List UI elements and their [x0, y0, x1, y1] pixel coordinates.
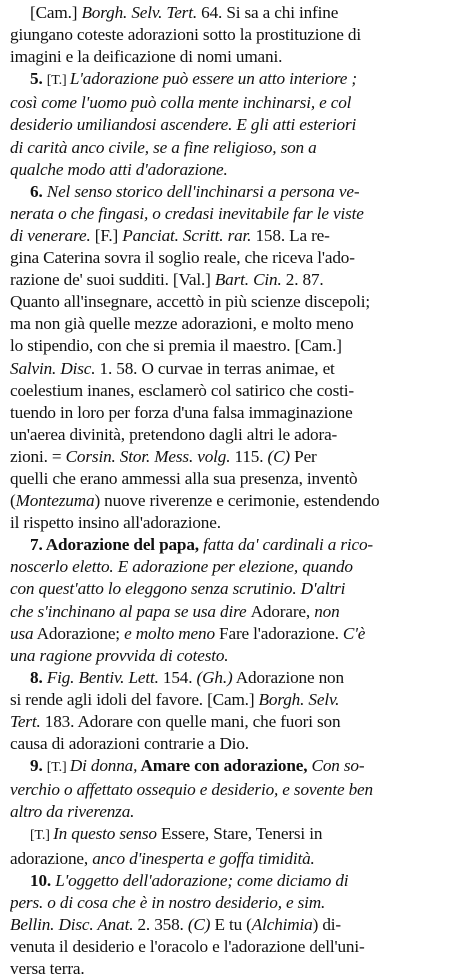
text-line [10, 578, 461, 600]
text-line [10, 892, 461, 914]
text-run: Bart. Cin. [214, 270, 282, 290]
text-run: 9. [30, 756, 47, 776]
text-run: L'adorazione può essere un atto interiore ; [69, 69, 358, 89]
text-line [10, 689, 461, 711]
text-run: Montezuma [15, 491, 95, 511]
text-run: e molto meno [124, 623, 215, 643]
text-run: si rende agli idoli del favore. [Cam.] [10, 689, 259, 709]
text-run: (C) [267, 446, 291, 466]
text-line [10, 936, 461, 958]
text-run: Borgh. Selv. Tert. [81, 3, 197, 22]
text-line [10, 779, 461, 801]
text-run: L'oggetto dell'adorazione; come diciamo di [55, 870, 349, 890]
text-run: Per [290, 446, 317, 466]
text-run: 6. [30, 181, 47, 201]
text-run: [Cam.] [30, 3, 82, 22]
text-run: di venerare. [10, 225, 91, 245]
text-run: altro da riverenza. [10, 802, 135, 822]
text-run: Salvin. Disc. [10, 358, 96, 378]
text-run: coelestium inanes, esclamerò col satirico che costi- [10, 380, 354, 400]
text-run: (Gh.) [196, 667, 233, 687]
text-run: con quest'atto lo eleggono senza scrutinio. D'altri [10, 579, 346, 599]
text-line [10, 380, 461, 402]
text-line [10, 114, 461, 136]
text-run: ) nuove riverenze e cerimonie, estendendo [94, 491, 380, 511]
text-line [10, 181, 461, 203]
text-run: Adorare, [250, 601, 315, 621]
text-line [10, 247, 461, 269]
text-run: 158. La re- [251, 225, 330, 245]
text-line [10, 46, 461, 68]
text-run: [T.] [46, 73, 70, 89]
text-run: noscerlo eletto. E adorazione per elezione, quando [10, 557, 353, 577]
text-line [10, 623, 461, 645]
text-line [10, 424, 461, 446]
text-run: nerata o che fingasi, o credasi inevitabile far le viste [10, 203, 364, 223]
text-line [10, 823, 461, 847]
text-run: lo stipendio, con che si premia il maestro. [Cam.] [10, 336, 342, 356]
text-line [10, 667, 461, 689]
text-run: così come l'uomo può colla mente inchinarsi, e col [10, 93, 352, 113]
text-run: desiderio umiliandosi ascendere. E gli atti esteriori [10, 115, 357, 135]
text-run: [T.] [46, 760, 70, 776]
text-run: causa di adorazioni contrarie a Dio. [10, 734, 249, 754]
text-line [10, 225, 461, 247]
text-run: un'aerea divinità, pretendono dagli altri le adora- [10, 424, 338, 444]
text-run: ma non già quelle mezze adorazioni, e molto meno [10, 314, 354, 334]
text-line [10, 291, 461, 313]
text-run: tuendo in loro per forza d'una falsa immaginazione [10, 402, 353, 422]
text-run: versa terra. [10, 959, 85, 979]
text-run: adorazione, [10, 848, 93, 868]
text-run: che s'inchinano al papa se usa dire [10, 601, 251, 621]
text-run: anco d'inesperta e goffa timidità. [92, 848, 315, 868]
text-line [10, 358, 461, 380]
text-line [10, 446, 461, 468]
text-line [10, 601, 461, 623]
text-line [10, 490, 461, 512]
text-line [10, 2, 461, 24]
text-run: C'è [342, 623, 366, 643]
text-run: gina Caterina sovra il soglio reale, che riceva l'ado- [10, 248, 355, 268]
text-run: ) di- [312, 914, 341, 934]
text-line [10, 68, 461, 92]
text-run: 115. [230, 446, 268, 466]
text-run: Fig. Bentiv. Lett. [46, 667, 159, 687]
text-run: 2. 358. [133, 914, 188, 934]
text-run: 7. Adorazione del papa, [30, 535, 204, 555]
text-run: pers. o di cosa che è in nostro desiderio, e sim. [10, 892, 326, 912]
text-line [10, 556, 461, 578]
text-run: Con so- [311, 756, 365, 776]
text-line [10, 313, 461, 335]
text-run: verchio o affettato ossequio e desiderio, e sovente ben [10, 780, 373, 800]
text-run: Amare con adorazione, [137, 756, 312, 776]
text-line [10, 755, 461, 779]
text-run: In questo senso [53, 824, 157, 844]
text-run: Corsin. Stor. Mess. volg. [65, 446, 231, 466]
text-run: 64. Si sa a chi infine [197, 3, 339, 22]
text-run: 1. 58. O curvae in terras animae, et [95, 358, 335, 378]
text-run: [T.] [30, 828, 54, 844]
text-run: Fare l'adorazione. [214, 623, 343, 643]
text-run: fatta da' cardinali a rico- [203, 535, 373, 555]
text-run: zioni. = [10, 446, 66, 466]
text-run: 5. [30, 69, 47, 89]
text-run: il rispetto insino all'adorazione. [10, 513, 221, 533]
text-line [10, 203, 461, 225]
text-run: 8. [30, 667, 47, 687]
text-line [10, 848, 461, 870]
text-run: Tert. [10, 712, 41, 731]
text-line [10, 137, 461, 159]
text-run: ( [10, 491, 16, 511]
text-run: Nel senso storico dell'inchinarsi a persona ve- [46, 181, 360, 201]
text-run: Adorazione non [232, 667, 344, 687]
text-line [10, 159, 461, 181]
text-run: giungano coteste adorazioni sotto la prostituzione di [10, 25, 361, 45]
text-run: 2. 87. [281, 270, 324, 290]
text-run: Quanto all'insegnare, accettò in più scienze discepoli; [10, 292, 370, 312]
text-line [10, 402, 461, 424]
text-run: [F.] [90, 225, 123, 245]
text-line [10, 534, 461, 556]
text-run: venuta il desiderio e l'oracolo e l'adorazione dell'uni- [10, 936, 365, 956]
text-run: Adorazione; [33, 623, 125, 643]
text-run: 154. [158, 667, 197, 687]
text-line [10, 870, 461, 892]
text-run: razione de' suoi sudditi. [Val.] [10, 270, 215, 290]
text-run: non [314, 601, 340, 621]
text-line [10, 92, 461, 114]
text-run: una ragione provvida di cotesto. [10, 645, 229, 665]
text-run: Di donna, [69, 756, 138, 776]
text-line [10, 733, 461, 755]
text-run: E tu ( [210, 914, 252, 934]
text-line [10, 711, 461, 733]
text-run: qualche modo atti d'adorazione. [10, 159, 228, 179]
text-run: 10. [30, 870, 56, 890]
text-run: Panciat. Scritt. rar. [122, 225, 252, 245]
text-line [10, 24, 461, 46]
text-line [10, 645, 461, 667]
text-line [10, 269, 461, 291]
text-run: imagini e la deificazione di nomi umani. [10, 47, 283, 67]
text-run: usa [10, 623, 34, 643]
text-run: 183. Adorare con quelle mani, che fuori son [40, 712, 341, 731]
text-line [10, 512, 461, 534]
text-run: Alchimia [251, 914, 313, 934]
text-line [10, 958, 461, 980]
text-run: Essere, Stare, Tenersi in [156, 824, 323, 844]
text-run: di carità anco civile, se a fine religioso, son a [10, 137, 317, 157]
text-run: quelli che erano ammessi alla sua presenza, inventò [10, 468, 358, 488]
text-run: (C) [187, 914, 211, 934]
text-run: Borgh. Selv. [258, 689, 340, 709]
text-line [10, 801, 461, 823]
text-run: Bellin. Disc. Anat. [10, 914, 134, 934]
text-line [10, 335, 461, 357]
text-line [10, 468, 461, 490]
